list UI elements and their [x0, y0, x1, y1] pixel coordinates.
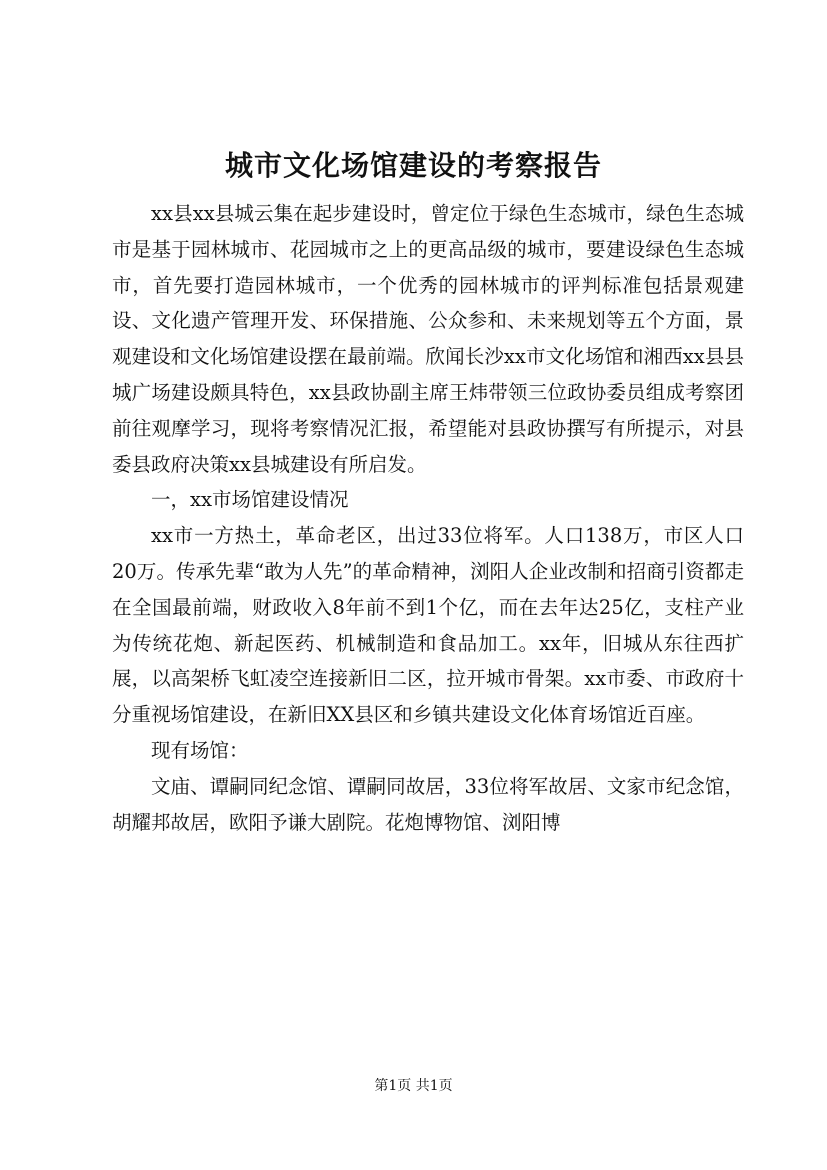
- document-body: [112, 196, 744, 840]
- paragraph-venue-list: 文庙、谭嗣同纪念馆、谭嗣同故居，33位将军故居、文家市纪念馆，胡耀邦故居，欧阳予谦大剧院。花炮博物馆、浏阳博: [112, 774, 744, 834]
- page-number-footer: 第1页 共1页: [374, 1078, 453, 1094]
- paragraph-city-overview: xx市一方热土，革命老区，出过33位将军。人口138万，市区人口20万。传承先辈“敢为人先”的革命精神，浏阳人企业改制和招商引资都走在全国最前端，财政收入8年前不到1个亿，而在去年达25亿，支柱产业为传统花炮、新起医药、机械制造和食品加工。xx年，旧城从东往西扩展，以高架桥飞虹凌空连接新旧二区，拉开城市骨架。xx市委、市政府十分重视场馆建设，在新旧XX县区和乡镇共建设文化体育场馆近百座。: [112, 524, 744, 727]
- document-title: 城市文化场馆建设的考察报告: [224, 149, 602, 182]
- subheading-existing-venues: 现有场馆：: [151, 738, 249, 762]
- paragraph-intro: xx县xx县城云集在起步建设时，曾定位于绿色生态城市，绿色生态城市是基于园林城市、花园城市之上的更高品级的城市，要建设绿色生态城市，首先要打造园林城市，一个优秀的园林城市的评判标准包括景观建设、文化遗产管理开发、环保措施、公众参和、未来规划等五个方面，景观建设和文化场馆建设摆在最前端。欣闻长沙xx市文化场馆和湘西xx县县城广场建设颇具特色，xx县政协副主席王炜带领三位政协委员组成考察团前往观摩学习，现将考察情况汇报，希望能对县政协撰写有所提示，对县委县政府决策xx县城建设有所启发。: [112, 202, 744, 476]
- section-heading: 一，xx市场馆建设情况: [151, 488, 349, 512]
